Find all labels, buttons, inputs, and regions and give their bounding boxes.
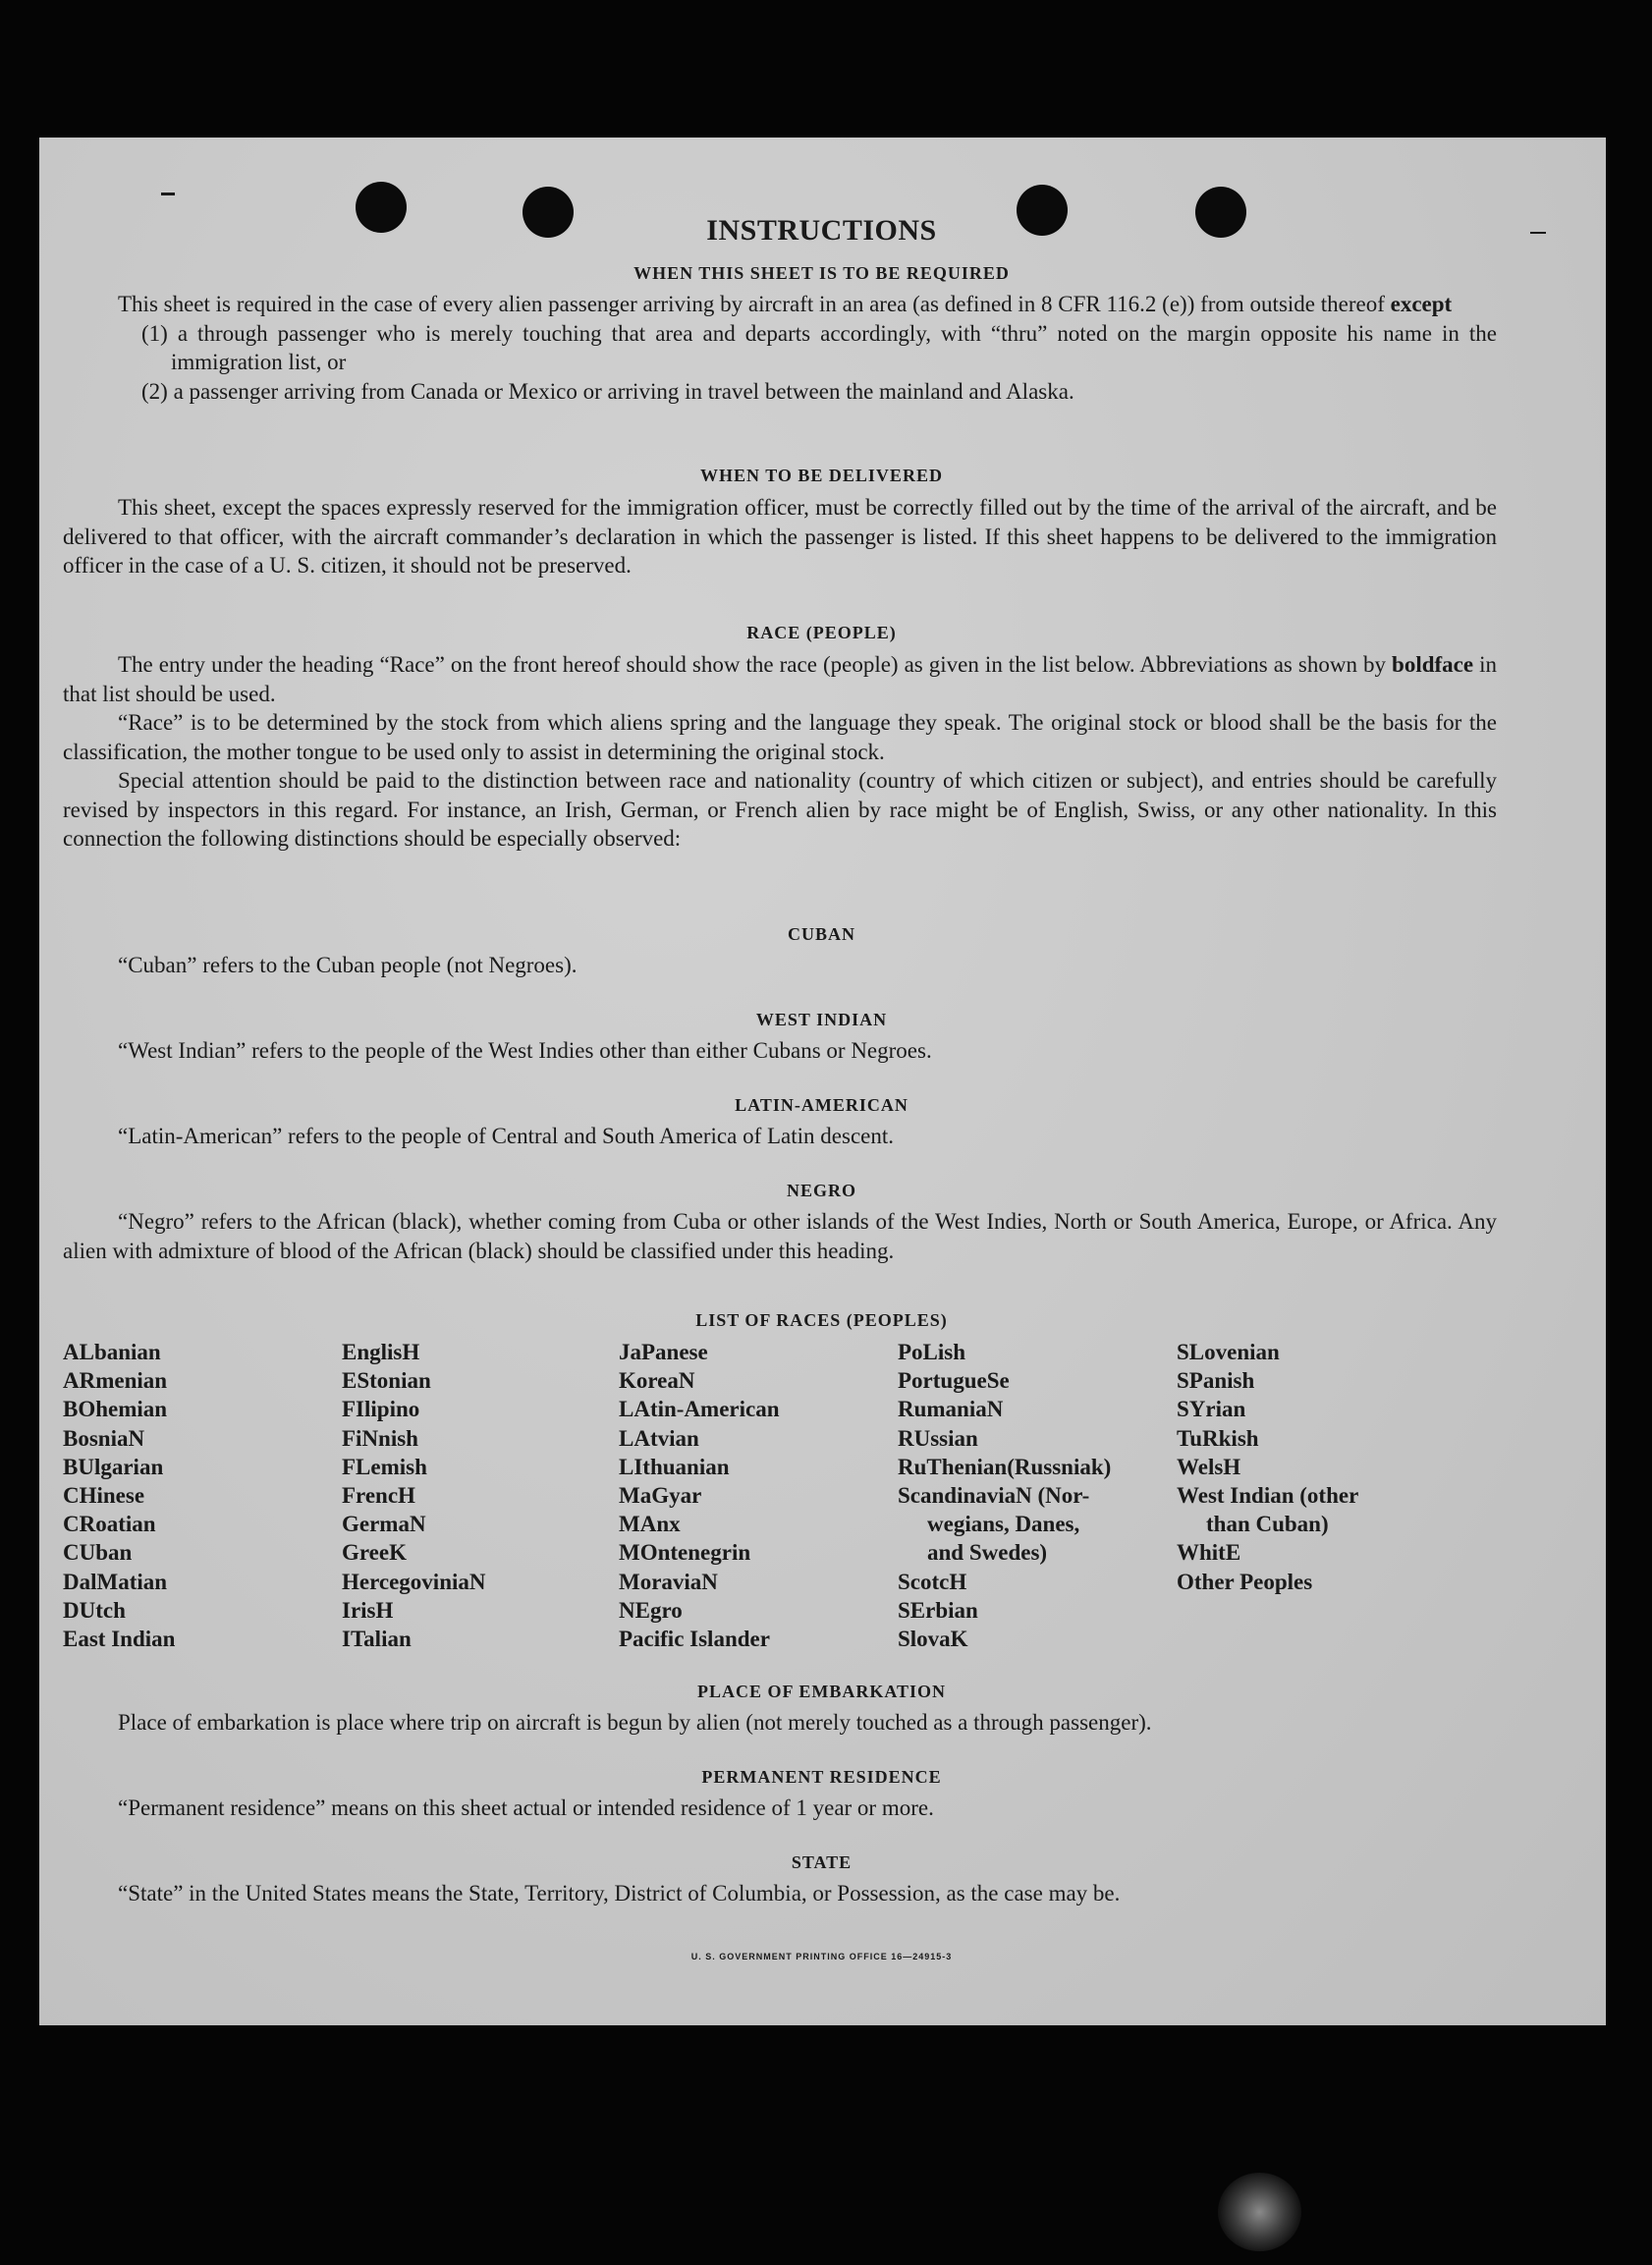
race-item: GreeK: [342, 1540, 407, 1566]
heading-when-required: WHEN THIS SHEET IS TO BE REQUIRED: [633, 263, 1010, 283]
race-item: ScotcH: [898, 1569, 967, 1594]
west-indian-text: “West Indian” refers to the people of the West Indies other than either Cubans or Negroes.: [118, 1038, 932, 1063]
race-p2: “Race” is to be determined by the stock from which aliens spring and the language they speak. The original stock or blood shall be the basis for the classification, the mother tongue to be used only to assist in determining the original stock.: [63, 710, 1497, 764]
race-item: wegians, Danes,: [927, 1512, 1080, 1537]
races-column-3: [619, 1338, 884, 1653]
races-column-2: [342, 1338, 607, 1653]
races-column-1: [63, 1338, 328, 1653]
heading-list-of-races: LIST OF RACES (PEOPLES): [695, 1310, 948, 1330]
negro-text: “Negro” refers to the African (black), whether coming from Cuba or other islands of the West Indies, North or South America, Europe, or Africa. Any alien with admixture of blood of the African (black) should be classified under this heading.: [63, 1209, 1497, 1263]
race-item: BUlgarian: [63, 1454, 164, 1479]
latin-american-text: “Latin-American” refers to the people of Central and South America of Latin descent.: [118, 1124, 894, 1148]
state-text: “State” in the United States means the State, Territory, District of Columbia, or Possession, as the case may be.: [118, 1881, 1121, 1906]
race-item: CUban: [63, 1540, 133, 1566]
race-item: BosniaN: [63, 1425, 145, 1451]
race-item: ITalian: [342, 1627, 412, 1652]
race-item: JaPanese: [619, 1340, 708, 1364]
race-item: MOntenegrin: [619, 1540, 751, 1566]
race-item: than Cuban): [1206, 1512, 1329, 1537]
race-item: ALbanian: [63, 1340, 161, 1364]
race-item: East Indian: [63, 1627, 176, 1652]
race-item: LIthuanian: [619, 1454, 730, 1479]
race-item: MaGyar: [619, 1483, 702, 1509]
race-item: Pacific Islander: [619, 1627, 770, 1652]
when-required-text: [63, 290, 1497, 406]
scan-glare: [1218, 2173, 1301, 2251]
exception-item-1: (1) a through passenger who is merely touching that area and departs accordingly, with “thru” noted on the margin opposite his name in the immigration list, or: [141, 320, 1497, 374]
race-item: BOhemian: [63, 1397, 168, 1422]
heading-latin-american: LATIN-AMERICAN: [735, 1095, 909, 1115]
heading-cuban: CUBAN: [787, 924, 855, 944]
race-item: WelsH: [1177, 1454, 1241, 1479]
race-item: NEgro: [619, 1597, 683, 1623]
race-p1-b: in that list should be used.: [63, 652, 1498, 706]
page-title: INSTRUCTIONS: [706, 214, 937, 247]
race-item: SErbian: [898, 1597, 978, 1623]
race-item: RuThenian(Russniak): [898, 1454, 1112, 1479]
race-p1-bold: boldface: [1392, 652, 1474, 677]
heading-permanent-residence: PERMANENT RESIDENCE: [701, 1767, 942, 1787]
race-item: RumaniaN: [898, 1397, 1004, 1422]
except-word: except: [1390, 292, 1453, 316]
race-item: GermaN: [342, 1512, 426, 1537]
heading-negro: NEGRO: [786, 1181, 856, 1200]
cuban-text: “Cuban” refers to the Cuban people (not Negroes).: [118, 953, 578, 977]
race-item: TuRkish: [1177, 1425, 1259, 1451]
heading-state: STATE: [791, 1852, 853, 1872]
race-item: FrencH: [342, 1483, 415, 1509]
race-item: EStonian: [342, 1368, 431, 1394]
embarkation-text: Place of embarkation is place where trip on aircraft is begun by alien (not merely touched as a through passenger).: [118, 1710, 1152, 1735]
race-item: RUssian: [898, 1425, 978, 1451]
race-item: LAtin-American: [619, 1397, 780, 1422]
race-item: WhitE: [1177, 1540, 1241, 1566]
printing-office-footer: U. S. GOVERNMENT PRINTING OFFICE 16—24915-3: [690, 1952, 953, 1961]
race-item: MAnx: [619, 1512, 681, 1537]
race-item: Other Peoples: [1177, 1569, 1313, 1594]
heading-west-indian: WEST INDIAN: [755, 1010, 888, 1029]
race-item: CRoatian: [63, 1512, 156, 1537]
race-item: West Indian (other: [1177, 1483, 1359, 1509]
race-item: MoraviaN: [619, 1569, 718, 1594]
races-column-5: [1177, 1338, 1442, 1596]
race-item: SLovenian: [1177, 1340, 1280, 1364]
race-item: SPanish: [1177, 1368, 1255, 1394]
race-item: PoLish: [898, 1340, 966, 1364]
heading-place-of-embarkation: PLACE OF EMBARKATION: [696, 1682, 946, 1701]
race-item: IrisH: [342, 1597, 394, 1623]
race-item: and Swedes): [927, 1540, 1048, 1566]
race-text: [63, 650, 1497, 854]
race-item: CHinese: [63, 1483, 145, 1509]
races-column-4: [898, 1338, 1163, 1653]
exception-item-2: (2) a passenger arriving from Canada or Mexico or arriving in travel between the mainland and Alaska.: [141, 378, 1074, 404]
race-item: SYrian: [1177, 1397, 1246, 1422]
heading-race: RACE (PEOPLE): [746, 623, 897, 642]
race-item: LAtvian: [619, 1425, 699, 1451]
when-required-intro: This sheet is required in the case of every alien passenger arriving by aircraft in an area (as defined in 8 CFR 116.2 (e)) from outside thereof: [118, 292, 1385, 316]
ink-mark: [161, 193, 175, 195]
race-item: FIlipino: [342, 1397, 420, 1422]
race-item: DUtch: [63, 1597, 126, 1623]
race-p1-a: The entry under the heading “Race” on the front hereof should show the race (people) as given in the list below. Abbreviations as shown by: [118, 652, 1386, 677]
race-item: SlovaK: [898, 1627, 968, 1652]
race-item: ScandinaviaN (Nor-: [898, 1483, 1090, 1509]
when-delivered-text: This sheet, except the spaces expressly reserved for the immigration officer, must be correctly filled out by the time of the arrival of the aircraft, and be delivered to that officer, with the aircraft commander’s declaration in which the passenger is listed. If this sheet happens to be delivered to the immigration officer in the case of a U. S. citizen, it should not be preserved.: [63, 495, 1497, 578]
race-item: DalMatian: [63, 1569, 168, 1594]
race-item: EnglisH: [342, 1340, 420, 1364]
document-page: [39, 138, 1606, 2025]
race-item: HercegoviniaN: [342, 1569, 486, 1594]
race-item: FLemish: [342, 1454, 427, 1479]
heading-when-delivered: WHEN TO BE DELIVERED: [700, 466, 943, 485]
race-p3: Special attention should be paid to the distinction between race and nationality (country of which citizen or subject), and entries should be carefully revised by inspectors in this regard. For instance, an Irish, German, or French alien by race might be of English, Swiss, or any other nationality. In this connection the following distinctions should be especially observed:: [63, 768, 1497, 851]
race-item: FiNnish: [342, 1425, 418, 1451]
residence-text: “Permanent residence” means on this sheet actual or intended residence of 1 year or more.: [118, 1795, 934, 1820]
race-item: KoreaN: [619, 1368, 695, 1394]
race-item: PortugueSe: [898, 1368, 1010, 1394]
race-item: ARmenian: [63, 1368, 168, 1394]
